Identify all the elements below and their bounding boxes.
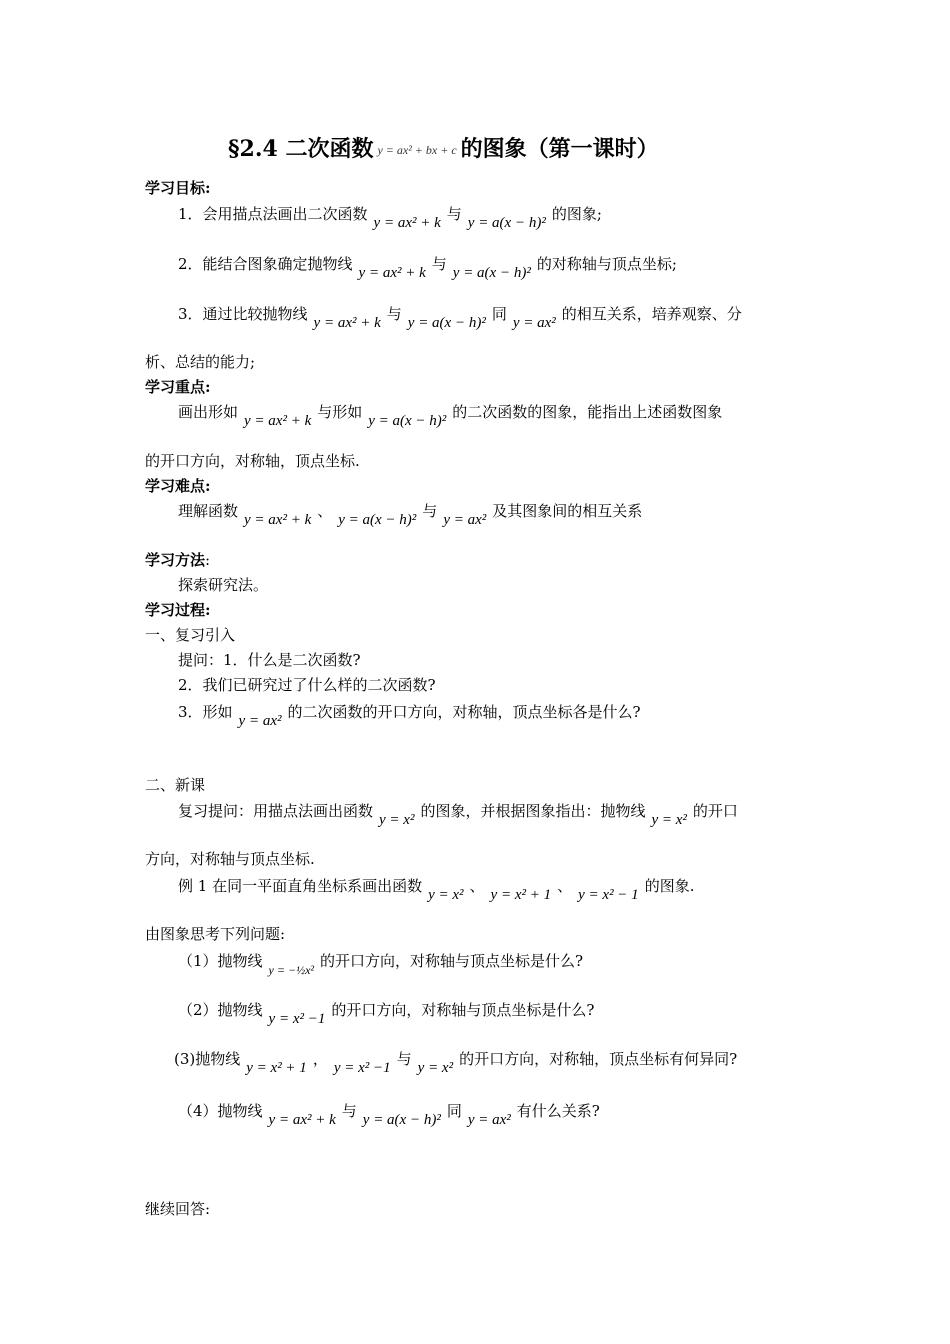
formula: y = ax² + k [268, 1112, 336, 1128]
formula: y = x² − 1 [578, 887, 639, 903]
objective-3: 3．通过比较抛物线 y = ax² + k 与 y = a(x − h)² 同 y = ax² 的相互关系，培养观察、分 [178, 305, 742, 331]
formula: y = ax² [512, 315, 556, 331]
objective-2: 2．能结合图象确定抛物线 y = ax² + k 与 y = a(x − h)² 的对称轴与顶点坐标; [178, 255, 677, 281]
formula: y = x² [417, 1060, 454, 1076]
question-3: 3．形如 y = ax² 的二次函数的开口方向，对称轴，顶点坐标各是什么? [178, 703, 641, 729]
formula: y = x² + 1 [490, 887, 552, 903]
formula: y = a(x − h)² [368, 413, 447, 429]
formula: y = ax² [238, 713, 282, 729]
formula: y = x² [651, 812, 687, 828]
formula: y = x² [428, 887, 464, 903]
problem-1: （1）抛物线 y = −½x² 的开口方向，对称轴与顶点坐标是什么? [178, 951, 583, 980]
formula: y = ax² [467, 1112, 511, 1128]
formula: y = ax² + k [244, 512, 312, 528]
example-1: 例 1 在同一平面直角坐标系画出函数 y = x² 、 y = x² + 1 、 y = x² − 1 的图象. [178, 877, 695, 903]
page-title [228, 134, 659, 165]
problem-2: （2）抛物线 y = x² −1 的开口方向，对称轴与顶点坐标是什么? [178, 1001, 595, 1027]
formula: y = x² [379, 812, 415, 828]
formula: y = ax² + k [244, 413, 312, 429]
continue-answer: 继续回答: [145, 1200, 211, 1218]
formula: y = a(x − h)² [407, 315, 486, 331]
keypoints-heading: 学习重点: [145, 378, 211, 396]
formula: y = a(x − h)² [362, 1112, 441, 1128]
title-formula: y = ax² + bx + c [377, 143, 457, 157]
method-heading: 学习方法: [145, 551, 211, 569]
difficulties-heading: 学习难点: [145, 477, 211, 495]
problem-4: （4）抛物线 y = ax² + k 与 y = a(x − h)² 同 y = ax² 有什么关系? [178, 1102, 600, 1128]
formula: y = ax² [443, 512, 487, 528]
formula: y = ax² + k [313, 315, 381, 331]
review-question: 复习提问：用描点法画出函数 y = x² 的图象，并根据图象指出：抛物线 y = x² 的开口 [178, 802, 738, 828]
title-suffix: 的图象（第一课时） [460, 136, 659, 162]
keypoints-cont: 的开口方向，对称轴，顶点坐标. [145, 452, 360, 470]
question-1: 提问：1．什么是二次函数? [178, 651, 361, 669]
objective-1: 1．会用描点法画出二次函数 y = ax² + k 与 y = a(x − h)² 的图象; [178, 205, 602, 231]
problem-3: (3)抛物线 y = x² + 1 ， y = x² −1 与 y = x² 的开口方向，对称轴，顶点坐标有何异同? [174, 1050, 738, 1076]
formula: y = x² + 1 [246, 1060, 307, 1076]
formula: y = a(x − h)² [452, 265, 531, 281]
title-prefix: §2.4 二次函数 [228, 136, 374, 162]
question-2: 2．我们已研究过了什么样的二次函数? [178, 676, 436, 694]
formula: y = −½x² [268, 963, 314, 977]
method-text: 探索研究法。 [178, 576, 269, 594]
process-heading: 学习过程: [145, 601, 211, 619]
formula: y = a(x − h)² [467, 215, 546, 231]
formula: y = x² −1 [333, 1060, 391, 1076]
formula: y = ax² + k [358, 265, 426, 281]
formula: y = a(x − h)² [338, 512, 417, 528]
objectives-heading: 学习目标: [145, 179, 211, 197]
objective-3-cont: 析、总结的能力; [145, 353, 256, 371]
difficulties-text: 理解函数 y = ax² + k 、 y = a(x − h)² 与 y = ax² 及其图象间的相互关系 [178, 502, 643, 528]
think-prompt: 由图象思考下列问题: [145, 925, 286, 943]
formula: y = ax² + k [373, 215, 441, 231]
review-question-cont: 方向，对称轴与顶点坐标. [145, 850, 315, 868]
formula: y = x² −1 [268, 1011, 326, 1027]
section-new-lesson: 二、新课 [145, 776, 206, 794]
keypoints-text: 画出形如 y = ax² + k 与形如 y = a(x − h)² 的二次函数的图象，能指出上述函数图象 [178, 403, 723, 429]
section-review: 一、复习引入 [145, 626, 236, 644]
